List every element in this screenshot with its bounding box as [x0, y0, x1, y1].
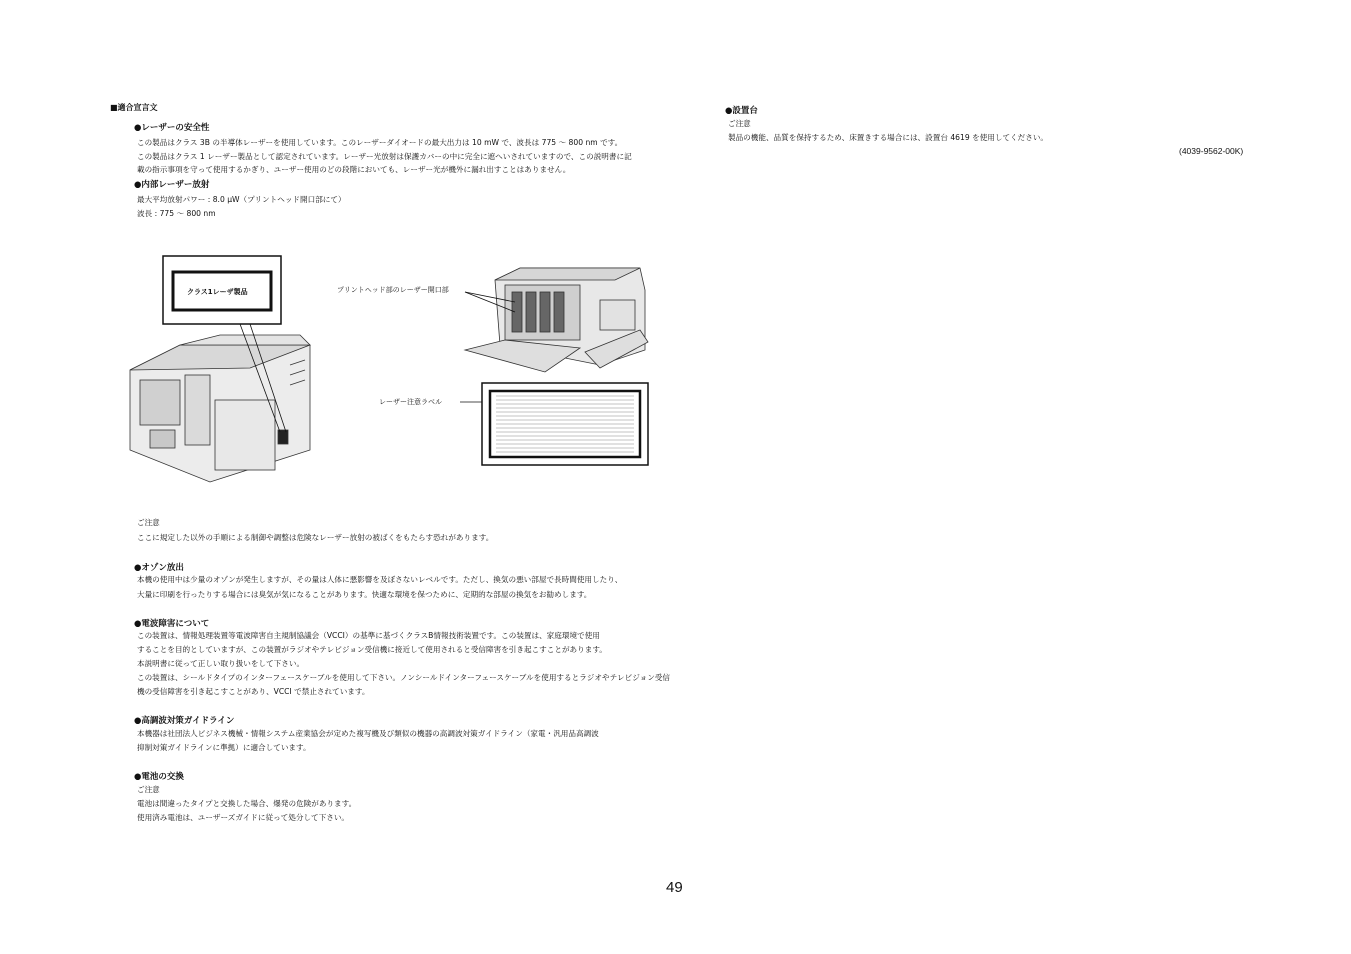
doc-number: (4039-9562-00K): [1179, 146, 1244, 156]
laser-safety-line: 載の指示事項を守って使用するかぎり、ユーザー使用のどの段階においても、レーザー光が機外に漏れ出すことはありません。: [137, 165, 571, 174]
internal-laser-title: ●内部レーザー放射: [134, 180, 210, 190]
emi-line: 機の受信障害を引き起こすことがあり、VCCI で禁止されています。: [137, 687, 370, 696]
emi-title: ●電波障害について: [134, 619, 210, 629]
ozone-line: 本機の使用中は少量のオゾンが発生しますが、その量は人体に悪影響を及ぼさないレベルです。ただし、換気の悪い部屋で長時間使用したり、: [137, 575, 623, 584]
emi-line: 本説明書に従って正しい取り扱いをして下さい。: [137, 659, 305, 668]
harmonic-line: 抑制対策ガイドラインに準拠）に適合しています。: [137, 743, 311, 752]
harmonic-title: ●高調波対策ガイドライン: [134, 716, 235, 726]
battery-title: ●電池の交換: [134, 772, 184, 782]
battery-line: 使用済み電池は、ユーザーズガイドに従って処分して下さい。: [137, 813, 350, 822]
printer-rear-illustration: [130, 335, 310, 482]
stand-caution: ご注意: [728, 119, 751, 128]
internal-laser-line: 最大平均放射パワー : 8.0 µW（プリントヘッド開口部にて）: [137, 195, 346, 204]
emi-line: この装置は、情報処理装置等電波障害自主規制協議会（VCCI）の基準に基づくクラスB情報技術装置です。この装置は、家庭環境で使用: [137, 631, 600, 640]
ozone-title: ●オゾン放出: [134, 563, 184, 573]
laser-safety-title: ●レーザーの安全性: [134, 123, 210, 133]
laser-safety-line: この製品はクラス 1 レーザー製品として認定されています。レーザー光放射は保護カバーの中に完全に遮へいされていますので、この説明書に記: [137, 152, 632, 161]
emi-line: この装置は、シールドタイプのインターフェースケーブルを使用して下さい。ノンシールドインターフェースケーブルを使用するとラジオやテレビジョン受信: [137, 673, 671, 682]
page-number: 49: [666, 879, 683, 896]
warning-label-callout: レーザー注意ラベル: [379, 398, 442, 406]
emi-line: することを目的としていますが、この装置がラジオやテレビジョン受信機に接近して使用されると受信障害を引き起こすことがあります。: [137, 645, 607, 654]
ozone-line: 大量に印刷を行ったりする場合には臭気が気になることがあります。快適な環境を保つために、定期的な部屋の換気をお勧めします。: [137, 590, 592, 599]
battery-caution: ご注意: [137, 785, 160, 794]
laser-safety-line: この製品はクラス 3B の半導体レーザーを使用しています。このレーザーダイオードの最大出力は 10 mW で、波長は 775 〜 800 nm です。: [137, 138, 623, 147]
printer-front-illustration: [465, 268, 648, 372]
class1-label-text: クラス1レーザ製品: [187, 288, 248, 296]
internal-laser-line: 波長 : 775 〜 800 nm: [137, 209, 216, 218]
printhead-callout: プリントヘッド部のレーザー開口部: [337, 286, 449, 294]
section-title: ■適合宣言文: [110, 103, 158, 112]
caution-title: ご注意: [137, 518, 160, 527]
caution-text: ここに規定した以外の手順による制御や調整は危険なレーザー放射の被ばくをもたらす恐れがあります。: [137, 533, 494, 542]
harmonic-line: 本機器は社団法人ビジネス機械・情報システム産業協会が定めた複写機及び類似の機器の高調波対策ガイドライン（家電・汎用品高調波: [137, 729, 599, 738]
battery-line: 電池は間違ったタイプと交換した場合、爆発の危険があります。: [137, 799, 357, 808]
stand-text: 製品の機能、品質を保持するため、床置きする場合には、設置台 4619 を使用してください。: [728, 133, 1049, 142]
stand-title: ●設置台: [725, 106, 758, 116]
